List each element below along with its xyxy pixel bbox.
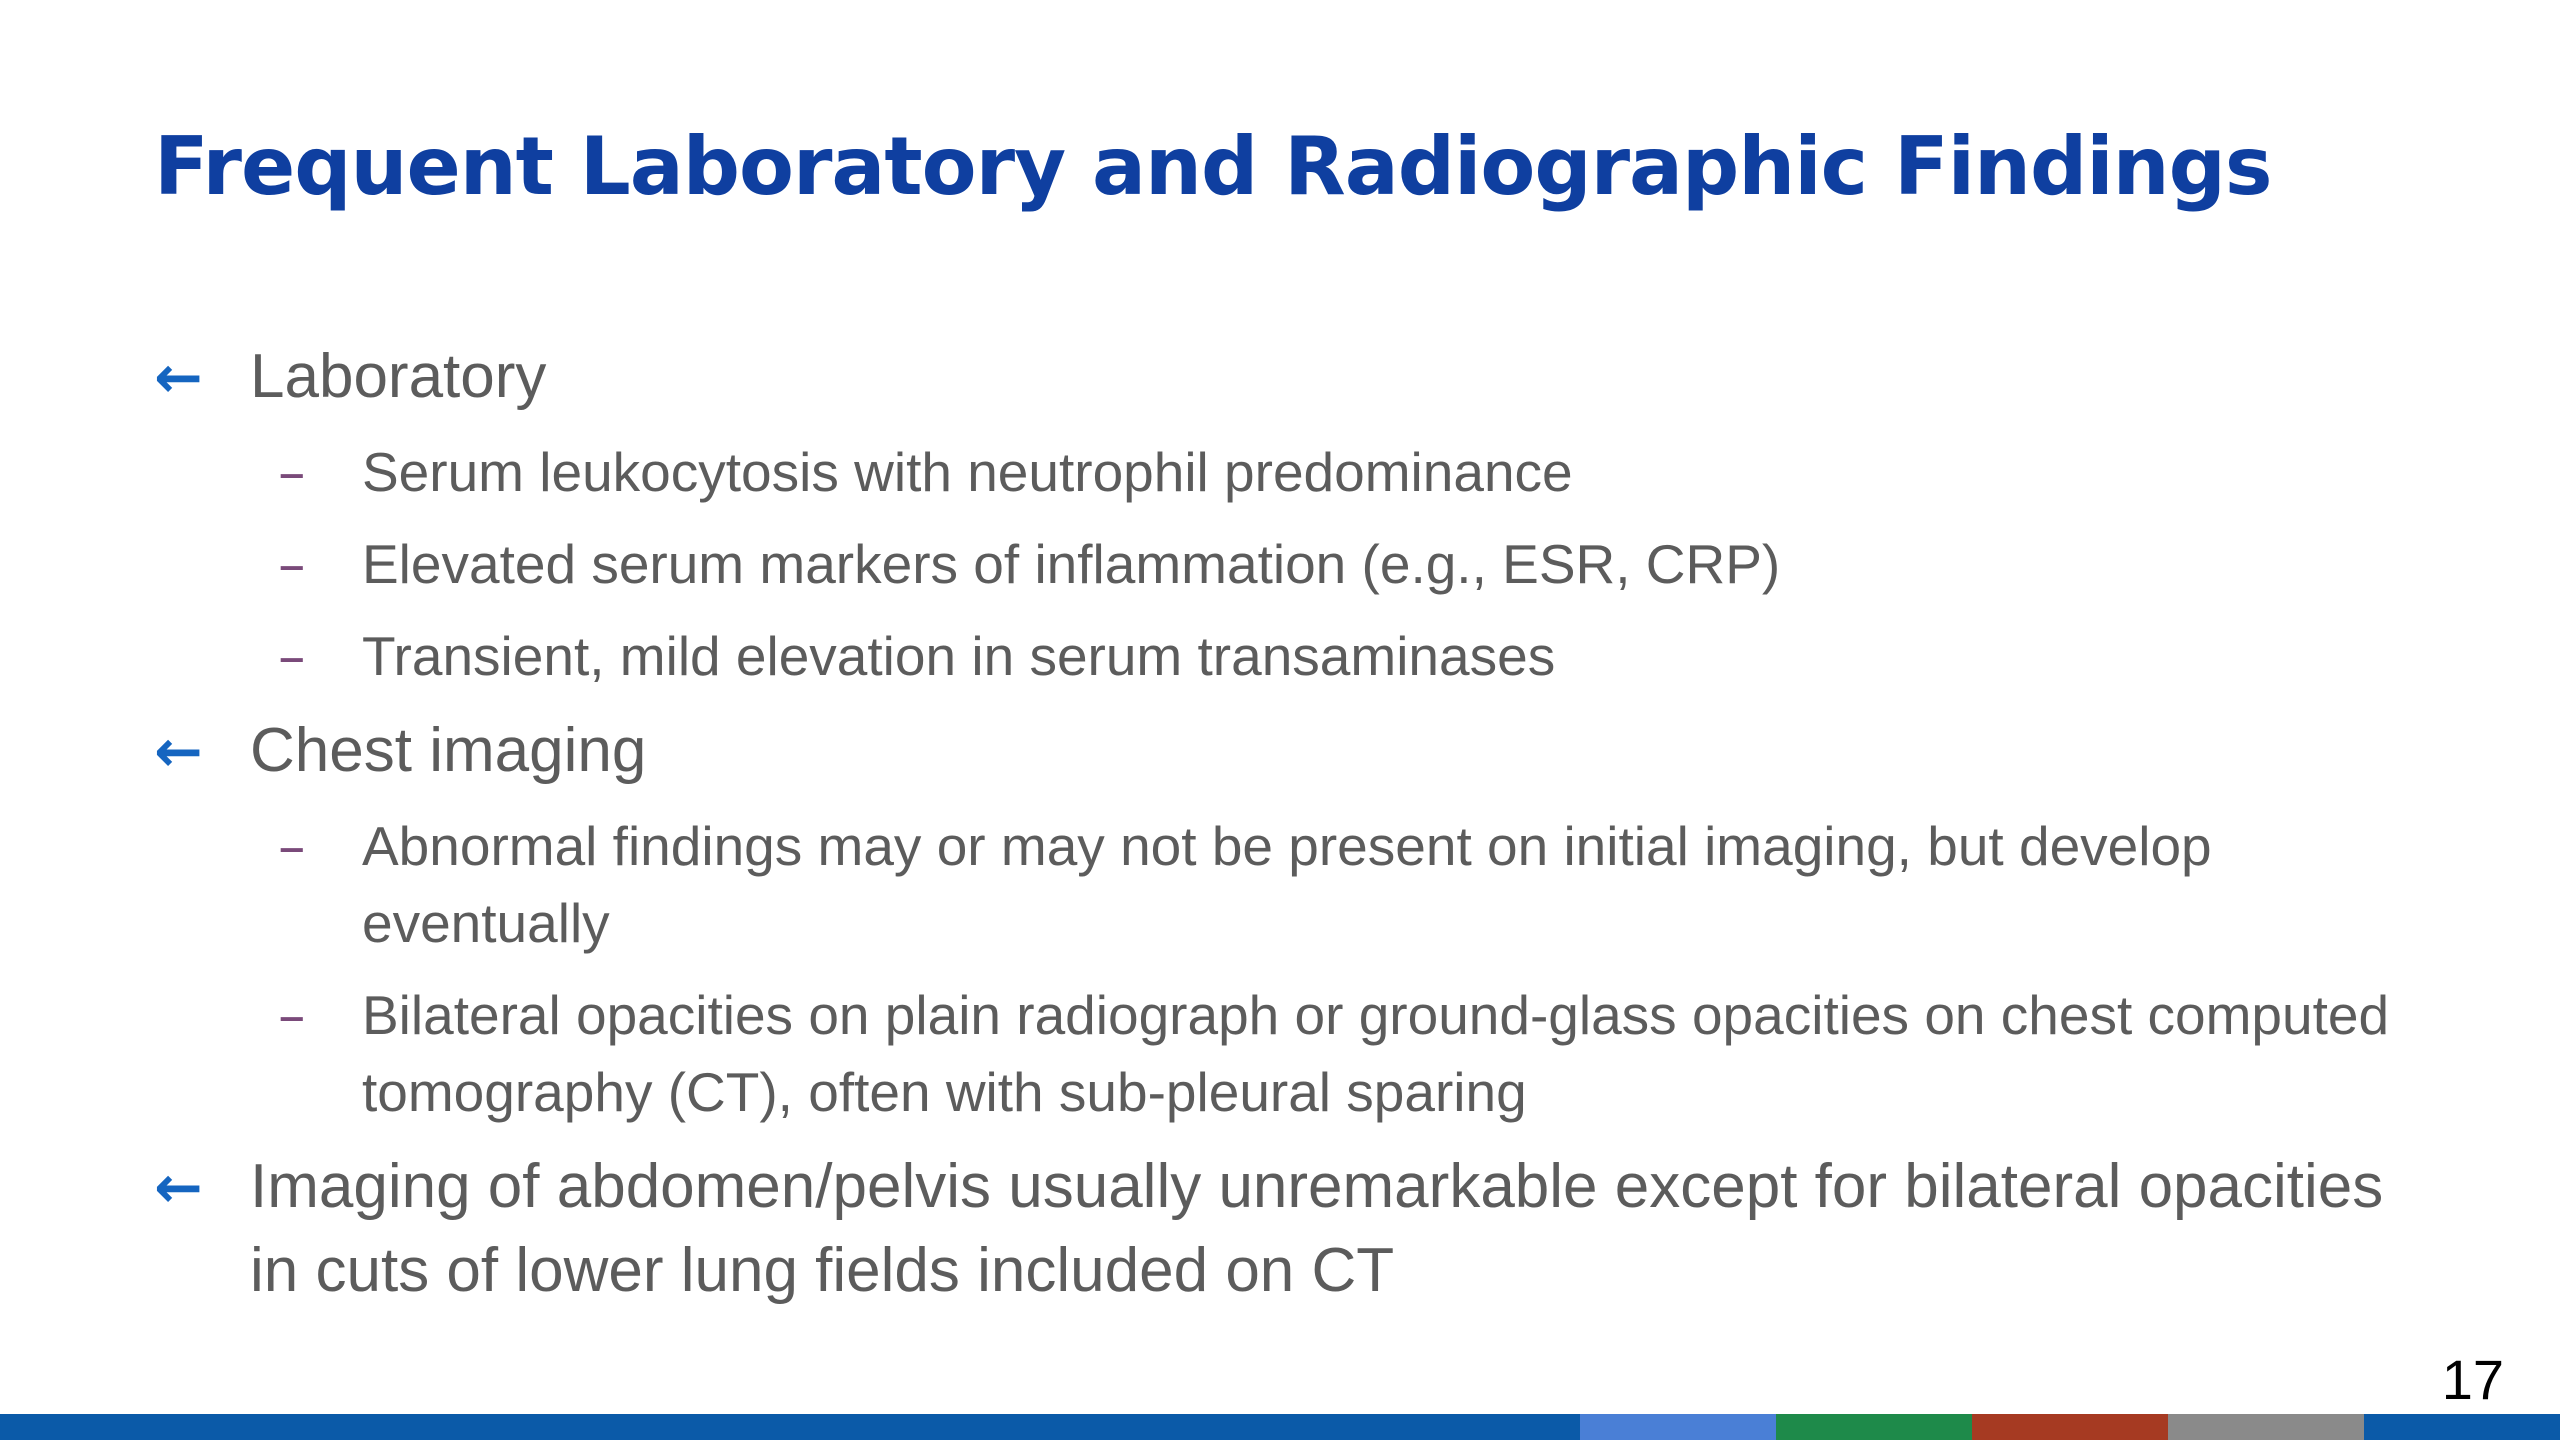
sub-bullet-item <box>154 526 2304 603</box>
footer-color-bar <box>0 1414 2560 1440</box>
dash-icon: – <box>278 624 306 688</box>
dash-icon: – <box>278 983 306 1047</box>
bullet-item-chest-imaging <box>154 709 2304 793</box>
footer-bar-segment <box>2168 1414 2364 1440</box>
sub-bullet-text: Elevated serum markers of inflammation (e.g., ESR, CRP) <box>362 533 1781 595</box>
left-arrow-icon: ← <box>154 717 203 785</box>
page-number: 17 <box>2441 1348 2504 1411</box>
bullet-text: Chest imaging <box>250 716 647 785</box>
sub-bullet-item <box>154 434 2304 511</box>
bullet-item-abdomen-imaging <box>154 1145 2400 1313</box>
sub-bullet-text: Transient, mild elevation in serum transaminases <box>362 625 1556 687</box>
slide-title: Frequent Laboratory and Radiographic Findings <box>154 120 2272 213</box>
left-arrow-icon: ← <box>154 1153 203 1221</box>
bullet-item-laboratory <box>154 335 2304 419</box>
dash-icon: – <box>278 440 306 504</box>
sub-bullet-item <box>154 977 2512 1131</box>
sub-bullet-text: Abnormal findings may or may not be present on initial imaging, but develop eventually <box>362 815 2212 954</box>
sub-bullet-text: Serum leukocytosis with neutrophil predominance <box>362 441 1573 503</box>
bullet-list <box>154 335 2390 1313</box>
footer-bar-segment <box>1776 1414 1972 1440</box>
left-arrow-icon: ← <box>154 343 203 411</box>
dash-icon: – <box>278 532 306 596</box>
bullet-text: Imaging of abdomen/pelvis usually unremarkable except for bilateral opacities in cuts of lower lung fields included on CT <box>250 1152 2384 1305</box>
footer-bar-segment <box>1972 1414 2168 1440</box>
bullet-text: Laboratory <box>250 342 547 411</box>
footer-bar-segment <box>2364 1414 2560 1440</box>
sub-bullet-text: Bilateral opacities on plain radiograph or ground-glass opacities on chest computed tomography (CT), often with sub-pleural sparing <box>362 984 2390 1123</box>
dash-icon: – <box>278 814 306 878</box>
sub-bullet-item <box>154 808 2242 962</box>
footer-bar-segment <box>0 1414 1580 1440</box>
sub-bullet-item <box>154 618 2304 695</box>
footer-bar-segment <box>1580 1414 1776 1440</box>
